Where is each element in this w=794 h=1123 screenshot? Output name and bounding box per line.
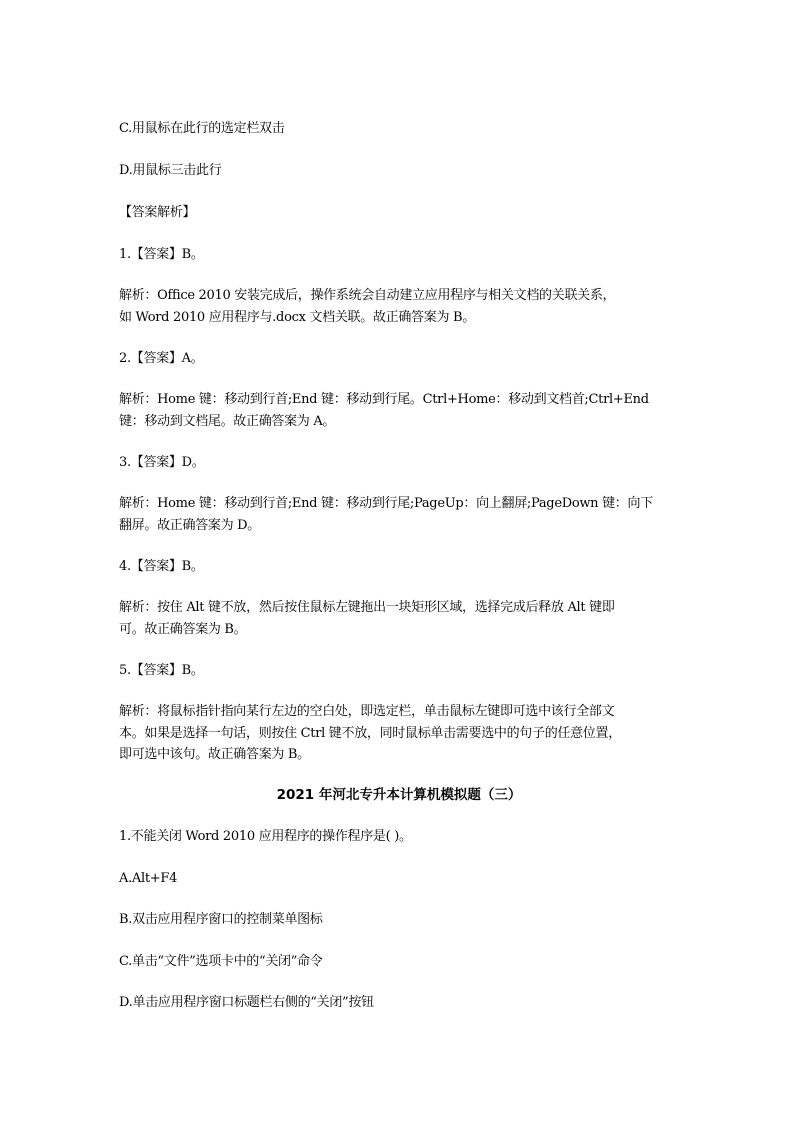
question-option-b: B.双击应用程序窗口的控制菜单图标 xyxy=(119,912,323,927)
explanation-4-line-2: 可。故正确答案为 B。 xyxy=(119,621,247,637)
explanation-5-line-2: 本。如果是选择一句话，则按住 Ctrl 键不放，同时鼠标单击需要选中的句子的任意位置， xyxy=(119,725,621,741)
answer-1: 1.【答案】B。 xyxy=(119,247,204,262)
explanation-2-line-2: 键：移动到文档尾。故正确答案为 A。 xyxy=(119,413,336,429)
explanation-2-line-1: 解析：Home 键：移动到行首;End 键：移动到行尾。Ctrl+Home：移动到文档首;Ctrl+End xyxy=(119,392,649,407)
prev-option-d: D.用鼠标三击此行 xyxy=(119,163,222,178)
explanation-1-line-2: 如 Word 2010 应用程序与.docx 文档关联。故正确答案为 B。 xyxy=(119,309,475,325)
explanation-5-line-1: 解析：将鼠标指针指向某行左边的空白处，即选定栏，单击鼠标左键即可选中该行全部文 xyxy=(119,704,615,719)
explanation-2 xyxy=(119,389,675,432)
answer-3: 3.【答案】D。 xyxy=(119,455,205,470)
question-option-c: C.单击“文件”选项卡中的“关闭”命令 xyxy=(119,954,323,969)
answer-2: 2.【答案】A。 xyxy=(119,351,204,366)
question-option-d: D.单击应用程序窗口标题栏右侧的“关闭”按钮 xyxy=(119,995,374,1010)
explanation-3-line-1: 解析：Home 键：移动到行首;End 键：移动到行尾;PageUp：向上翻屏;PageDown 键：向下 xyxy=(119,496,653,511)
explanation-3 xyxy=(119,493,675,536)
answer-5: 5.【答案】B。 xyxy=(119,663,204,678)
explanation-4-line-1: 解析：按住 Alt 键不放，然后按住鼠标左键拖出一块矩形区域，选择完成后释放 Alt 键即 xyxy=(119,600,615,615)
explanation-5-line-3: 即可选中该句。故正确答案为 B。 xyxy=(119,747,310,762)
explanation-5 xyxy=(119,701,675,766)
explanation-3-line-2: 翻屏。故正确答案为 D。 xyxy=(119,517,260,533)
prev-option-c: C.用鼠标在此行的选定栏双击 xyxy=(119,121,285,136)
question-option-a: A.Alt+F4 xyxy=(119,871,178,886)
section-title: 2021 年河北专升本计算机模拟题（三） xyxy=(276,787,522,803)
explanation-4 xyxy=(119,597,675,640)
answer-4: 4.【答案】B。 xyxy=(119,559,204,574)
explanation-1-line-1: 解析：Office 2010 安装完成后，操作系统会自动建立应用程序与相关文档的关联关系， xyxy=(119,288,616,303)
answers-header: 【答案解析】 xyxy=(119,205,196,220)
explanation-1 xyxy=(119,285,675,328)
question-stem: 1.不能关闭 Word 2010 应用程序的操作程序是( )。 xyxy=(119,829,412,844)
